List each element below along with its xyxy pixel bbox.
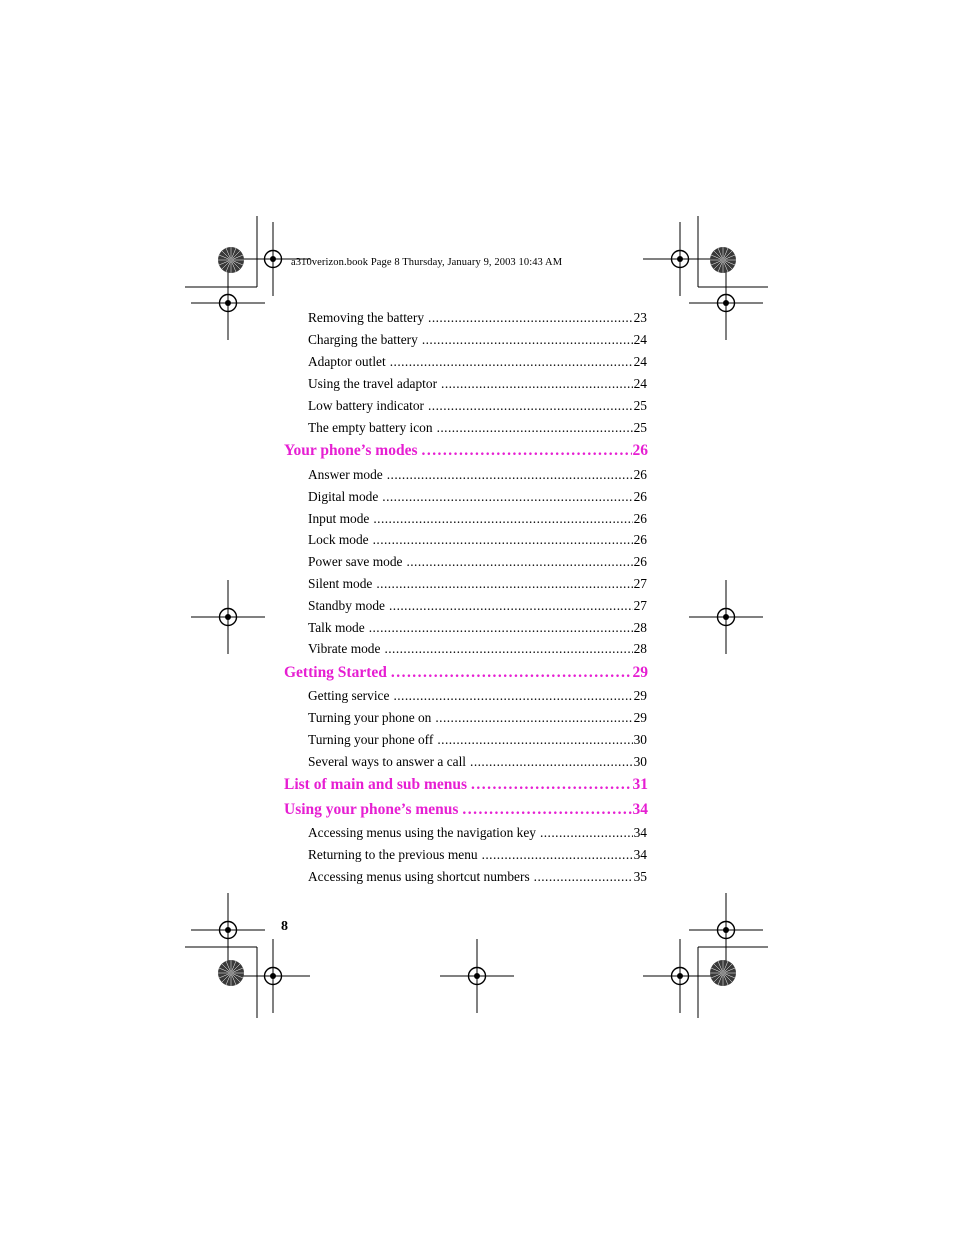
toc-entry-page: 28: [633, 620, 647, 635]
toc-entry[interactable]: [308, 489, 647, 505]
toc-entry-title: Vibrate mode: [308, 641, 381, 656]
toc-entry-page: 29: [633, 688, 647, 703]
toc-entry-title: Answer mode: [308, 467, 383, 482]
toc-entry-title: Accessing menus using shortcut numbers: [308, 869, 530, 884]
toc-dot-leader: [373, 532, 633, 548]
toc-entry-page: 27: [633, 598, 647, 613]
toc-entry[interactable]: [308, 398, 647, 414]
toc-dot-leader: [462, 801, 631, 819]
toc-dot-leader: [422, 442, 632, 460]
page-number: 8: [281, 919, 288, 934]
toc-entry-title: Digital mode: [308, 489, 379, 504]
toc-dot-leader: [470, 754, 633, 770]
toc-entry-page: 24: [633, 376, 647, 391]
toc-entry-page: 28: [633, 641, 647, 656]
toc-dot-leader: [422, 332, 633, 348]
toc-dot-leader: [389, 598, 633, 614]
toc-entry-page: 26: [632, 442, 648, 459]
toc-entry-title: Returning to the previous menu: [308, 847, 478, 862]
toc-entry[interactable]: [308, 332, 647, 348]
toc-entry-page: 34: [633, 847, 647, 862]
toc-dot-leader: [390, 354, 633, 370]
toc-entry[interactable]: [308, 532, 647, 548]
toc-entry-page: 25: [633, 398, 647, 413]
toc-entry[interactable]: [308, 688, 647, 704]
toc-dot-leader: [373, 511, 632, 527]
toc-entry-page: 34: [633, 825, 647, 840]
toc-entry[interactable]: [308, 467, 647, 483]
toc-dot-leader: [540, 825, 633, 841]
toc-entry[interactable]: [308, 641, 647, 657]
toc-entry-title: Standby mode: [308, 598, 385, 613]
toc-entry-title: List of main and sub menus: [284, 776, 468, 793]
toc-chapter-entry[interactable]: [284, 664, 648, 682]
toc-dot-leader: [482, 847, 633, 863]
toc-entry-title: Lock mode: [308, 532, 369, 547]
toc-entry[interactable]: [308, 847, 647, 863]
toc-entry-title: Turning your phone off: [308, 732, 434, 747]
toc-entry-title: Your phone’s modes: [284, 442, 418, 459]
toc-entry-page: 25: [633, 420, 647, 435]
toc-entry-page: 31: [632, 776, 648, 793]
toc-dot-leader: [428, 398, 633, 414]
toc-entry-title: Accessing menus using the navigation key: [308, 825, 536, 840]
toc-chapter-entry[interactable]: [284, 776, 648, 794]
toc-entry[interactable]: [308, 354, 647, 370]
toc-entry-title: The empty battery icon: [308, 420, 433, 435]
toc-dot-leader: [393, 688, 632, 704]
toc-entry-page: 26: [633, 554, 647, 569]
toc-entry-title: Using your phone’s menus: [284, 801, 459, 818]
toc-entry-title: Power save mode: [308, 554, 403, 569]
toc-dot-leader: [382, 489, 632, 505]
toc-entry-page: 26: [633, 467, 647, 482]
toc-entry-page: 35: [633, 869, 647, 884]
toc-entry-title: Several ways to answer a call: [308, 754, 467, 769]
toc-dot-leader: [406, 554, 632, 570]
toc-entry-page: 34: [632, 801, 648, 818]
toc-entry-page: 26: [633, 511, 647, 526]
toc-dot-leader: [534, 869, 633, 885]
toc-entry[interactable]: [308, 869, 647, 885]
toc-dot-leader: [387, 467, 633, 483]
toc-dot-leader: [369, 620, 633, 636]
toc-entry-page: 29: [632, 664, 648, 681]
toc-entry[interactable]: [308, 376, 647, 392]
toc-entry-page: 27: [633, 576, 647, 591]
toc-entry-title: Using the travel adaptor: [308, 376, 438, 391]
toc-entry-title: Adaptor outlet: [308, 354, 386, 369]
print-slug-line: a310verizon.book Page 8 Thursday, January 9, 2003 10:43 AM: [291, 257, 563, 268]
toc-chapter-entry[interactable]: [284, 442, 648, 460]
toc-entry[interactable]: [308, 825, 647, 841]
toc-dot-leader: [441, 376, 633, 392]
toc-entry[interactable]: [308, 554, 647, 570]
toc-entry-title: Removing the battery: [308, 310, 425, 325]
toc-entry-page: 30: [633, 754, 647, 769]
toc-entry[interactable]: [308, 754, 647, 770]
toc-entry[interactable]: [308, 710, 647, 726]
toc-dot-leader: [437, 420, 633, 436]
toc-dot-leader: [428, 310, 633, 326]
toc-entry-title: Getting Started: [284, 664, 387, 681]
toc-entry-page: 26: [633, 532, 647, 547]
toc-entry[interactable]: [308, 511, 647, 527]
toc-entry-title: Getting service: [308, 688, 390, 703]
toc-dot-leader: [435, 710, 632, 726]
toc-entry-page: 30: [633, 732, 647, 747]
toc-entry-page: 26: [633, 489, 647, 504]
toc-dot-leader: [376, 576, 632, 592]
toc-dot-leader: [437, 732, 632, 748]
toc-entry[interactable]: [308, 732, 647, 748]
toc-dot-leader: [384, 641, 632, 657]
toc-entry-page: 24: [633, 332, 647, 347]
toc-entry-title: Charging the battery: [308, 332, 418, 347]
toc-entry[interactable]: [308, 576, 647, 592]
toc-entry-page: 29: [633, 710, 647, 725]
toc-entry-title: Turning your phone on: [308, 710, 432, 725]
toc-entry[interactable]: [308, 310, 647, 326]
toc-chapter-entry[interactable]: [284, 801, 648, 819]
toc-entry-title: Low battery indicator: [308, 398, 425, 413]
toc-entry[interactable]: [308, 620, 647, 636]
toc-entry[interactable]: [308, 420, 647, 436]
toc-entry-title: Silent mode: [308, 576, 373, 591]
toc-dot-leader: [471, 776, 631, 794]
toc-dot-leader: [391, 664, 632, 682]
toc-entry[interactable]: [308, 598, 647, 614]
toc-entry-page: 24: [633, 354, 647, 369]
toc-entry-title: Input mode: [308, 511, 370, 526]
toc-entry-title: Talk mode: [308, 620, 365, 635]
toc-entry-page: 23: [633, 310, 647, 325]
